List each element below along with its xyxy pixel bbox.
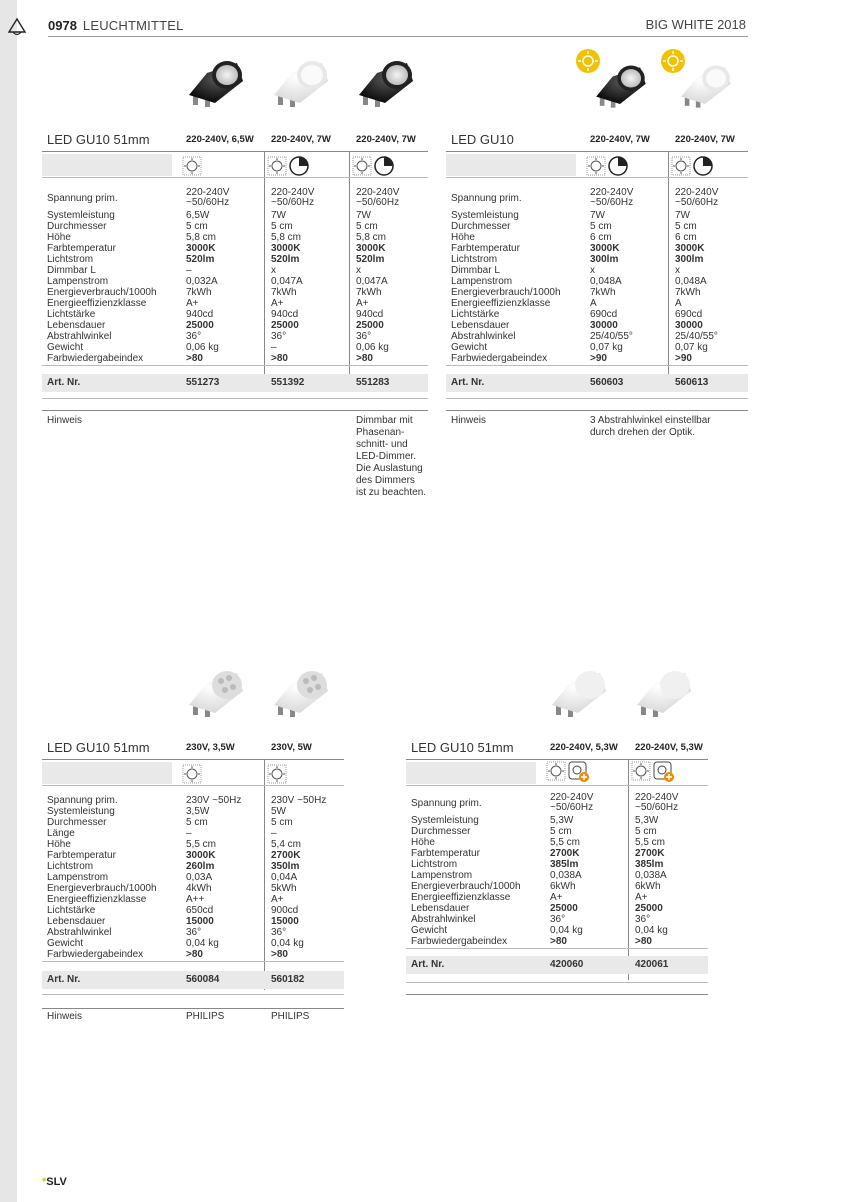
table-row: Höhe 5,5 cm 5,5 cm: [411, 837, 666, 848]
table-row: Lichtstärke 650cd 900cd: [47, 905, 299, 916]
philips-gu10-bulb-image: [185, 665, 245, 725]
note-label: Hinweis: [451, 415, 487, 426]
table-row: Energieeffizienzklasse A+ A+: [411, 892, 648, 903]
column-header: 220-240V, 7W: [675, 134, 735, 145]
led-bulb-icon: [631, 761, 651, 781]
dimmable-icon: [693, 156, 713, 176]
note-text: 3 Abstrahlwinkel einstellbar durch drehen der Optik.: [590, 415, 711, 438]
table-row: Dimmbar L x x: [451, 265, 680, 276]
table-row: Gewicht 0,04 kg 0,04 kg: [47, 938, 304, 949]
table-row: Farbtemperatur 2700K 2700K: [411, 848, 665, 859]
column-header: 220-240V, 6,5W: [186, 134, 254, 145]
table-row: Farbtemperatur 3000K 3000K: [451, 243, 705, 254]
table-row: Farbtemperatur 3000K 3000K 3000K: [47, 243, 386, 254]
smart-bulb-icon: [653, 761, 675, 783]
column-header: 230V, 3,5W: [186, 742, 235, 753]
table-row: Lebensdauer 25000 25000: [411, 903, 663, 914]
column-header: 220-240V, 7W: [356, 134, 416, 145]
table-row: Höhe 5,5 cm 5,4 cm: [47, 839, 302, 850]
table-row: Spannung prim. 220-240V ~50/60Hz 220-240V ~50/60Hz 220-240V ~50/60Hz: [47, 187, 400, 208]
table-row: Durchmesser 5 cm 5 cm 5 cm: [47, 221, 378, 232]
table-row: Spannung prim. 230V ~50Hz 230V ~50Hz: [47, 795, 327, 806]
table-row: Dimmbar L – x x: [47, 265, 361, 276]
section-title: LEUCHTMITTEL: [82, 18, 184, 33]
table-row: Energieverbrauch/1000h 6kWh 6kWh: [411, 881, 661, 892]
table-title: LED GU10 51mm: [47, 740, 150, 755]
table-row: Energieeffizienzklasse A++ A+: [47, 894, 284, 905]
table-title: LED GU10 51mm: [47, 132, 150, 147]
table-title: LED GU10: [451, 132, 514, 147]
note-text: PHILIPS: [271, 1011, 310, 1022]
table-row: Farbwiedergabeindex >80 >80: [411, 936, 652, 947]
table-row: Lebensdauer 15000 15000: [47, 916, 299, 927]
table-row: Spannung prim. 220-240V ~50/60Hz 220-240V ~50/60Hz: [411, 792, 679, 813]
table-row: Lichtstärke 690cd 690cd: [451, 309, 703, 320]
gu10-white-bulb-image: [675, 60, 735, 115]
icon-group: [182, 156, 202, 176]
gu10-black-bulb-image: [185, 55, 245, 115]
column-header: 220-240V, 7W: [590, 134, 650, 145]
dimmable-icon: [608, 156, 628, 176]
table-row: Systemleistung 6,5W 7W 7W: [47, 210, 371, 221]
table-row: Energieeffizienzklasse A+ A+ A+: [47, 298, 369, 309]
page-header: [48, 17, 748, 37]
led-bulb-icon: [546, 761, 566, 781]
spec-table-led-gu10-51mm-a: [42, 132, 428, 512]
icon-group: [671, 156, 713, 176]
table-row: Abstrahlwinkel 36° 36° 36°: [47, 331, 372, 342]
led-bulb-icon: [267, 156, 287, 176]
table-row: Abstrahlwinkel 25/40/55° 25/40/55°: [451, 331, 718, 342]
article-number-row: Art. Nr. 560084 560182: [42, 971, 344, 989]
table-row: Lampenstrom 0,038A 0,038A: [411, 870, 667, 881]
icon-group: [267, 764, 287, 784]
catalog-title: BIG WHITE 2018: [645, 17, 746, 32]
page-number: 0978: [48, 18, 77, 33]
gu10-white-bulb-image: [548, 665, 608, 725]
dimmable-icon: [374, 156, 394, 176]
column-header: 220-240V, 7W: [271, 134, 331, 145]
gu10-white-bulb-image: [270, 55, 330, 115]
table-row: Systemleistung 3,5W 5W: [47, 806, 286, 817]
spec-table-led-gu10-51mm-b: [406, 740, 708, 1000]
table-row: Lichtstärke 940cd 940cd 940cd: [47, 309, 384, 320]
led-bulb-icon: [182, 156, 202, 176]
table-row: Farbwiedergabeindex >80 >80 >80: [47, 353, 373, 364]
table-row: Systemleistung 5,3W 5,3W: [411, 815, 659, 826]
table-row: Abstrahlwinkel 36° 36°: [411, 914, 651, 925]
spec-table-philips-gu10: [42, 740, 344, 1030]
table-row: Höhe 5,8 cm 5,8 cm 5,8 cm: [47, 232, 387, 243]
table-row: Lichtstrom 300lm 300lm: [451, 254, 704, 265]
article-number-row: Art. Nr. 560603 560613: [446, 374, 748, 392]
header-divider: [48, 36, 748, 37]
led-bulb-icon: [182, 764, 202, 784]
led-bulb-icon: [267, 764, 287, 784]
philips-gu10-bulb-image: [270, 665, 330, 725]
led-bulb-icon: [586, 156, 606, 176]
icon-group: [267, 156, 309, 176]
slv-logo: *SLV: [42, 1176, 67, 1188]
lamp-category-icon: [0, 8, 34, 42]
table-row: Durchmesser 5 cm 5 cm: [47, 817, 293, 828]
article-number-row: Art. Nr. 551273 551392 551283: [42, 374, 428, 392]
table-row: Lebensdauer 25000 25000 25000: [47, 320, 384, 331]
icon-group: [586, 156, 628, 176]
table-row: Energieverbrauch/1000h 4kWh 5kWh: [47, 883, 297, 894]
table-row: Energieeffizienzklasse A A: [451, 298, 682, 309]
table-row: Systemleistung 7W 7W: [451, 210, 690, 221]
dimmable-icon: [289, 156, 309, 176]
table-row: Lampenstrom 0,048A 0,048A: [451, 276, 707, 287]
icon-group: [352, 156, 394, 176]
table-row: Gewicht 0,06 kg – 0,06 kg: [47, 342, 389, 353]
note-text: PHILIPS: [186, 1011, 225, 1022]
table-row: Lichtstrom 260lm 350lm: [47, 861, 300, 872]
smart-bulb-icon: [568, 761, 590, 783]
note-label: Hinweis: [47, 1011, 83, 1022]
table-row: Länge – –: [47, 828, 277, 839]
note-text: Dimmbar mit Phasenan- schnitt- und LED-Dimmer. Die Auslastung des Dimmers ist zu beachten.: [356, 415, 427, 498]
column-header: 230V, 5W: [271, 742, 312, 753]
table-row: Gewicht 0,04 kg 0,04 kg: [411, 925, 668, 936]
gu10-black-bulb-image: [355, 55, 415, 115]
led-bulb-icon: [671, 156, 691, 176]
table-title: LED GU10 51mm: [411, 740, 514, 755]
column-header: 220-240V, 5,3W: [635, 742, 703, 753]
page-sidebar: [0, 0, 17, 1202]
table-row: Höhe 6 cm 6 cm: [451, 232, 697, 243]
table-row: Durchmesser 5 cm 5 cm: [411, 826, 657, 837]
led-bulb-icon: [352, 156, 372, 176]
table-row: Farbwiedergabeindex >90 >90: [451, 353, 692, 364]
table-row: Lichtstrom 385lm 385lm: [411, 859, 664, 870]
table-row: Farbtemperatur 3000K 2700K: [47, 850, 301, 861]
table-row: Durchmesser 5 cm 5 cm: [451, 221, 697, 232]
table-row: Farbwiedergabeindex >80 >80: [47, 949, 288, 960]
note-label: Hinweis: [47, 415, 83, 426]
table-row: Lampenstrom 0,032A 0,047A 0,047A: [47, 276, 388, 287]
gu10-white-bulb-image: [633, 665, 693, 725]
icon-group: [631, 761, 675, 783]
table-row: Gewicht 0,07 kg 0,07 kg: [451, 342, 708, 353]
table-row: Lebensdauer 30000 30000: [451, 320, 703, 331]
table-row: Energieverbrauch/1000h 7kWh 7kWh: [451, 287, 701, 298]
icon-group: [182, 764, 202, 784]
table-row: Energieverbrauch/1000h 7kWh 7kWh 7kWh: [47, 287, 382, 298]
icon-group: [546, 761, 590, 783]
table-row: Spannung prim. 220-240V ~50/60Hz 220-240V ~50/60Hz: [451, 187, 719, 208]
gu10-black-bulb-image: [590, 60, 650, 115]
spec-table-led-gu10: [446, 132, 748, 452]
column-header: 220-240V, 5,3W: [550, 742, 618, 753]
table-row: Lampenstrom 0,03A 0,04A: [47, 872, 298, 883]
table-row: Lichtstrom 520lm 520lm 520lm: [47, 254, 385, 265]
article-number-row: Art. Nr. 420060 420061: [406, 956, 708, 974]
table-row: Abstrahlwinkel 36° 36°: [47, 927, 287, 938]
